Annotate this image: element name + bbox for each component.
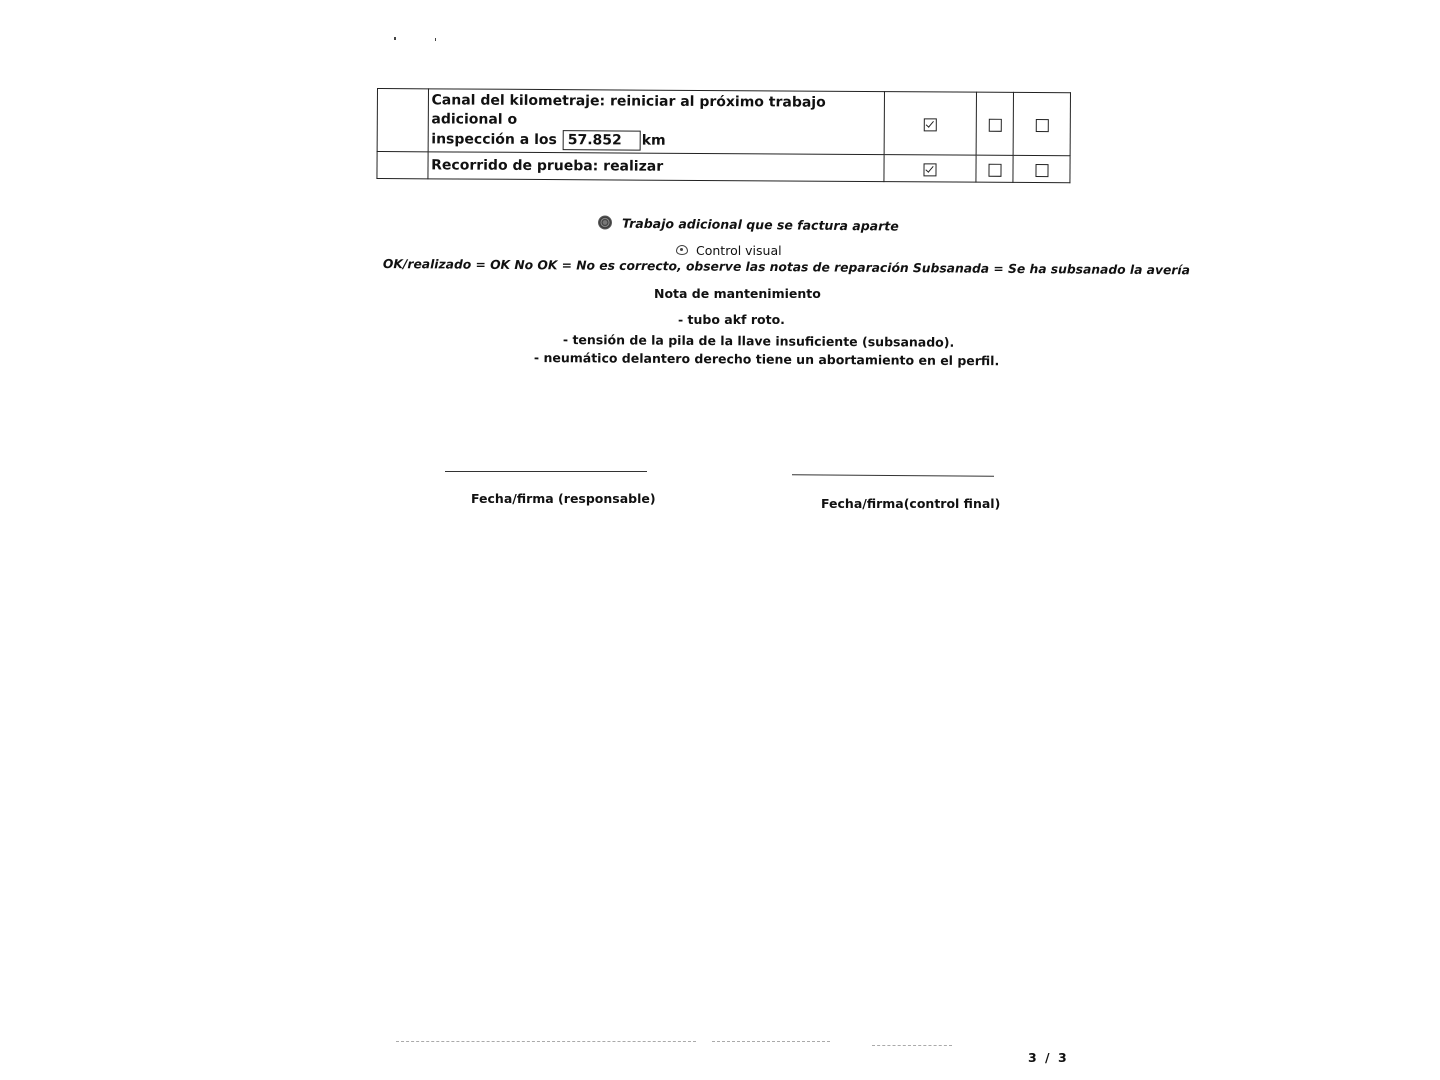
page-number: 3 / 3	[1028, 1050, 1069, 1065]
km-value-field: 57.852	[563, 130, 641, 150]
legend-visual-control-text: Control visual	[696, 243, 782, 258]
inspection-prefix-text: inspección a los	[431, 131, 557, 149]
maintenance-note-item: - tubo akf roto.	[678, 312, 785, 327]
row-description-cell	[428, 89, 885, 155]
maintenance-note-title: Nota de mantenimiento	[654, 286, 821, 301]
km-unit-text: km	[641, 132, 666, 149]
footer-rule	[712, 1041, 830, 1042]
fixed-cell	[1013, 155, 1070, 182]
not-ok-checkbox	[989, 118, 1002, 131]
signature-line-responsible	[445, 471, 647, 472]
eye-icon	[676, 245, 688, 254]
ok-cell	[884, 155, 977, 183]
signature-line-final-control	[792, 474, 994, 476]
footer-rule	[396, 1041, 696, 1042]
legend-status-key	[383, 257, 1190, 277]
table-row	[377, 89, 1070, 156]
legend-extra-work-text: Trabajo adicional que se factura aparte	[621, 215, 899, 234]
legend-visual-control	[676, 243, 782, 258]
odometer-reset-text: Canal del kilometraje: reiniciar al próximo trabajo adicional o	[431, 92, 826, 128]
table-row	[377, 152, 1070, 183]
legend-status-key-text: OK/realizado = OK No OK = No es correcto, observe las notas de reparación Subsanada = Se ha subsanado la avería	[382, 257, 1190, 278]
maintenance-note-item: - tensión de la pila de la llave insuficiente (subsanado).	[562, 332, 955, 350]
scan-speck	[435, 38, 436, 41]
ok-checkbox-checked	[924, 118, 937, 131]
ok-cell	[884, 92, 977, 156]
legend-extra-work	[598, 215, 899, 233]
row-number-cell	[377, 89, 428, 152]
service-checklist-table	[376, 88, 1071, 183]
fixed-checkbox	[1035, 119, 1048, 132]
row-number-cell	[377, 152, 428, 179]
signature-label-responsible: Fecha/firma (responsable)	[471, 491, 656, 506]
scan-speck	[394, 37, 396, 40]
not-ok-cell	[977, 92, 1014, 155]
wheel-icon	[598, 215, 612, 229]
ok-checkbox-checked	[924, 163, 937, 176]
fixed-cell	[1013, 92, 1070, 155]
footer-rule	[872, 1045, 952, 1046]
not-ok-checkbox	[988, 163, 1001, 176]
fixed-checkbox	[1035, 164, 1048, 177]
maintenance-note-item: - neumático delantero derecho tiene un abortamiento en el perfil.	[533, 350, 1000, 369]
not-ok-cell	[976, 155, 1013, 182]
row-description-cell: Recorrido de prueba: realizar	[428, 152, 885, 182]
signature-label-final-control: Fecha/firma(control final)	[821, 496, 1001, 511]
